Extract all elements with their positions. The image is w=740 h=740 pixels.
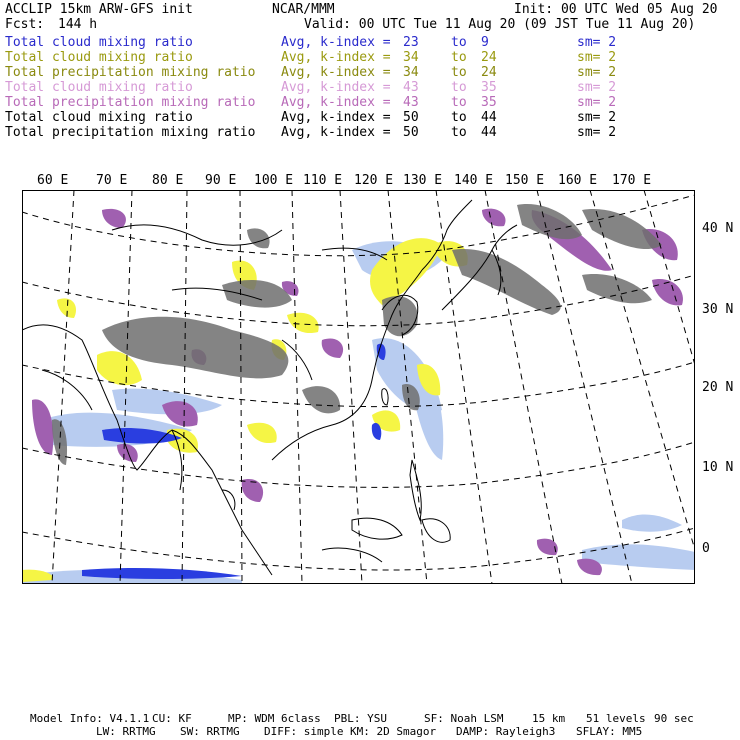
- footer-damp: DAMP: Rayleigh3: [456, 725, 556, 738]
- field-sm: sm= 2: [577, 110, 617, 125]
- lat-label: 0: [702, 541, 710, 556]
- valid-time: Valid: 00 UTC Tue 11 Aug 20 (09 JST Tue 11 Aug 20): [304, 17, 696, 32]
- field-k2: 35: [481, 95, 497, 110]
- field-to: to: [451, 110, 467, 125]
- field-k1: 34: [403, 50, 419, 65]
- field-k1: 23: [403, 35, 419, 50]
- lat-label: 40 N: [702, 221, 734, 236]
- field-k1: 50: [403, 125, 419, 140]
- field-avg: Avg, k-index =: [281, 35, 391, 50]
- footer-lw: LW: RRTMG: [96, 725, 156, 738]
- footer-timestep: 90 sec: [654, 712, 694, 725]
- footer-pbl: PBL: YSU: [334, 712, 387, 725]
- field-k1: 34: [403, 65, 419, 80]
- lon-label: 90 E: [205, 173, 237, 188]
- field-sm: sm= 2: [577, 125, 617, 140]
- field-k1: 43: [403, 80, 419, 95]
- footer-km: KM: 2D Smagor: [350, 725, 437, 738]
- field-name: Total cloud mixing ratio: [5, 80, 193, 95]
- lon-label: 70 E: [96, 173, 128, 188]
- field-name: Total precipitation mixing ratio: [5, 95, 256, 110]
- init-time: Init: 00 UTC Wed 05 Aug 20: [514, 2, 718, 17]
- footer-diff: DIFF: simple: [264, 725, 344, 738]
- field-to: to: [451, 50, 467, 65]
- field-sm: sm= 2: [577, 35, 617, 50]
- lon-label: 120 E: [354, 173, 394, 188]
- field-avg: Avg, k-index =: [281, 65, 391, 80]
- field-name: Total precipitation mixing ratio: [5, 65, 256, 80]
- lon-label: 150 E: [505, 173, 545, 188]
- org-label: NCAR/MMM: [272, 2, 335, 17]
- lon-label: 140 E: [454, 173, 494, 188]
- field-k2: 44: [481, 125, 497, 140]
- field-name: Total cloud mixing ratio: [5, 110, 193, 125]
- lat-label: 20 N: [702, 380, 734, 395]
- field-sm: sm= 2: [577, 65, 617, 80]
- field-k2: 24: [481, 65, 497, 80]
- lat-label: 30 N: [702, 302, 734, 317]
- field-k2: 44: [481, 110, 497, 125]
- field-avg: Avg, k-index =: [281, 50, 391, 65]
- field-sm: sm= 2: [577, 50, 617, 65]
- lon-label: 110 E: [303, 173, 343, 188]
- field-name: Total cloud mixing ratio: [5, 50, 193, 65]
- field-sm: sm= 2: [577, 80, 617, 95]
- footer-sw: SW: RRTMG: [180, 725, 240, 738]
- forecast-hour: 144 h: [58, 17, 98, 32]
- forecast-label: Fcst:: [5, 17, 45, 32]
- lat-label: 10 N: [702, 460, 734, 475]
- forecast-map: [22, 190, 695, 584]
- field-k2: 24: [481, 50, 497, 65]
- lon-label: 100 E: [254, 173, 294, 188]
- field-name: Total precipitation mixing ratio: [5, 125, 256, 140]
- footer-sflay: SFLAY: MM5: [576, 725, 643, 738]
- field-to: to: [451, 95, 467, 110]
- lon-label: 130 E: [403, 173, 443, 188]
- field-to: to: [451, 35, 467, 50]
- lon-label: 60 E: [37, 173, 69, 188]
- model-title: ACCLIP 15km ARW-GFS init: [5, 2, 193, 17]
- field-sm: sm= 2: [577, 95, 617, 110]
- footer-cu: CU: KF: [152, 712, 192, 725]
- field-to: to: [451, 125, 467, 140]
- field-avg: Avg, k-index =: [281, 110, 391, 125]
- field-to: to: [451, 65, 467, 80]
- lon-label: 80 E: [152, 173, 184, 188]
- field-k1: 43: [403, 95, 419, 110]
- lon-label: 170 E: [612, 173, 652, 188]
- lon-label: 160 E: [558, 173, 598, 188]
- footer-mp: MP: WDM 6class: [228, 712, 321, 725]
- footer-model-info: Model Info: V4.1.1: [30, 712, 150, 725]
- field-to: to: [451, 80, 467, 95]
- field-k1: 50: [403, 110, 419, 125]
- field-k2: 9: [481, 35, 489, 50]
- footer-levels: 51 levels: [586, 712, 646, 725]
- footer-res: 15 km: [532, 712, 566, 725]
- field-avg: Avg, k-index =: [281, 95, 391, 110]
- field-name: Total cloud mixing ratio: [5, 35, 193, 50]
- field-k2: 35: [481, 80, 497, 95]
- footer-sf: SF: Noah LSM: [424, 712, 504, 725]
- field-avg: Avg, k-index =: [281, 125, 391, 140]
- field-avg: Avg, k-index =: [281, 80, 391, 95]
